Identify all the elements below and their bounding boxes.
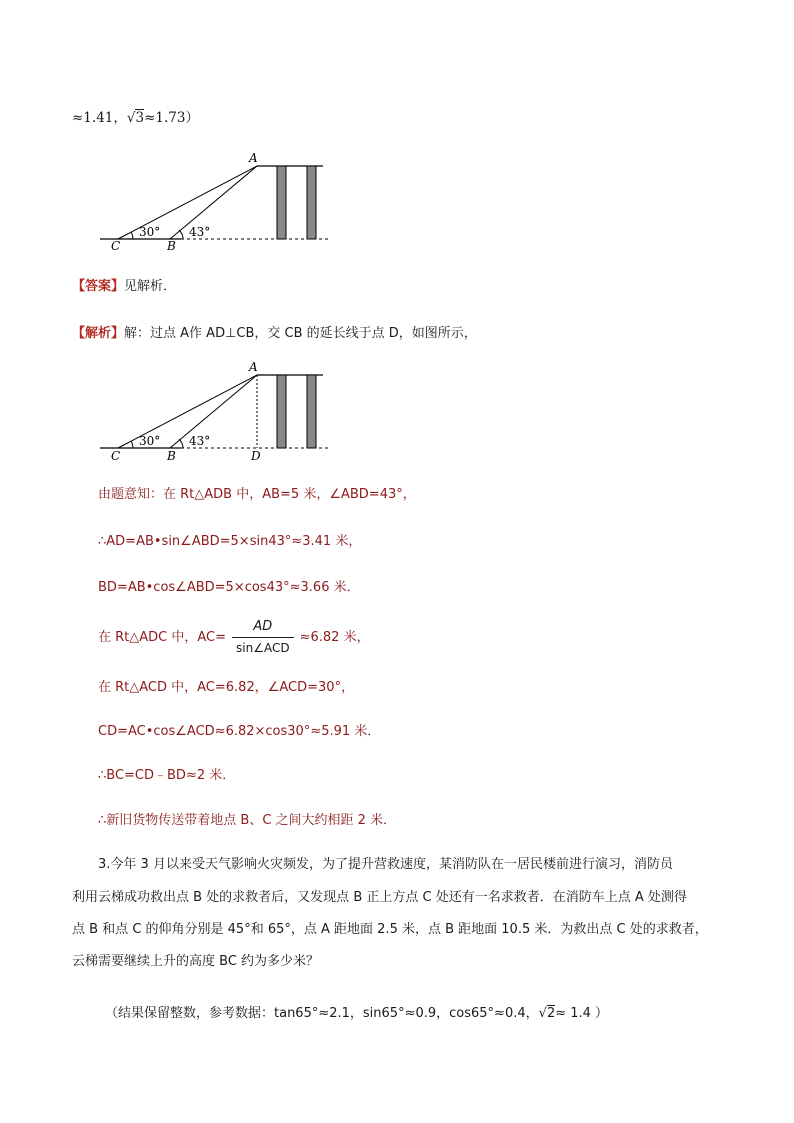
solution-step-4 bbox=[98, 618, 370, 658]
pillar-right bbox=[307, 166, 316, 239]
analysis-text: 解：过点 A作 AD⊥CB，交 CB 的延长线于点 D，如图所示， bbox=[124, 326, 477, 341]
figure-2 bbox=[95, 358, 340, 466]
solution-step-7: ∴BC=CD﹣BD≈2 米． bbox=[98, 768, 236, 783]
reference-values-line bbox=[72, 109, 199, 127]
sqrt-radicand: 2 bbox=[546, 1006, 556, 1021]
sqrt-radicand: 3 bbox=[135, 110, 145, 126]
problem3-line-1: 3.今年 3 月以来受天气影响火灾频发，为了提升营救速度，某消防队在一居民楼前进行演习，消防员 bbox=[98, 857, 673, 872]
answer-text: 见解析． bbox=[124, 279, 177, 294]
angle-arc-b bbox=[179, 230, 183, 239]
solution-step-6: CD=AC•cos∠ACD≈6.82×cos30°≈5.91 米． bbox=[98, 724, 381, 739]
label-a: A bbox=[249, 360, 258, 374]
fraction-numerator: AD bbox=[253, 619, 273, 634]
label-a: A bbox=[249, 151, 258, 165]
analysis-line bbox=[72, 324, 477, 343]
figure-1 bbox=[95, 150, 340, 250]
problem3-line-4: 云梯需要继续上升的高度 BC 约为多少米？ bbox=[72, 954, 320, 969]
solution-step-8: ∴新旧货物传送带着地点 B、C 之间大约相距 2 米． bbox=[98, 813, 397, 828]
pillar-left bbox=[277, 166, 286, 239]
problem3-line-2: 利用云梯成功救出点 B 处的求救者后，又发现点 B 正上方点 C 处还有一名求救者．在消防车上点 A 处测得 bbox=[72, 890, 687, 905]
label-c: C bbox=[111, 449, 121, 463]
step4-prefix: 在 Rt△ADC 中，AC= bbox=[98, 630, 227, 645]
angle-arc-c bbox=[131, 441, 133, 448]
pillar-left bbox=[277, 375, 286, 448]
solution-step-1: 由题意知：在 Rt△ADB 中，AB=5 米，∠ABD=43°， bbox=[98, 487, 416, 502]
solution-step-5: 在 Rt△ACD 中，AC=6.82，∠ACD=30°， bbox=[98, 680, 355, 695]
answer-tag: 【答案】 bbox=[72, 279, 125, 294]
sqrt-symbol: √ bbox=[538, 1006, 547, 1021]
approx-1: ≈1.41， bbox=[72, 110, 127, 126]
angle-c-text: 30° bbox=[139, 225, 161, 239]
label-d: D bbox=[251, 449, 261, 463]
problem3-line-3: 点 B 和点 C 的仰角分别是 45°和 65°，点 A 距地面 2.5 米，点 B 距地面 10.5 米．为救出点 C 处的求救者， bbox=[72, 922, 708, 937]
angle-arc-b bbox=[179, 439, 183, 448]
sqrt-symbol: √ bbox=[126, 110, 136, 126]
pillar-right bbox=[307, 375, 316, 448]
ref-prefix: （结果保留整数，参考数据：tan65°≈2.1，sin65°≈0.9，cos65°≈0.4， bbox=[105, 1006, 539, 1021]
label-c: C bbox=[111, 239, 121, 250]
approx-2: ≈1.73） bbox=[144, 110, 199, 126]
ref-suffix: ≈ 1.4 ） bbox=[555, 1006, 609, 1021]
step4-suffix: ≈6.82 米， bbox=[299, 630, 370, 645]
solution-step-2: ∴AD=AB•sin∠ABD=5×sin43°≈3.41 米， bbox=[98, 534, 362, 549]
label-b: B bbox=[167, 239, 176, 250]
fraction bbox=[232, 618, 294, 657]
angle-b-text: 43° bbox=[189, 434, 211, 448]
fraction-denominator: sin∠ACD bbox=[232, 637, 294, 657]
angle-b-text: 43° bbox=[189, 225, 211, 239]
analysis-tag: 【解析】 bbox=[72, 326, 125, 341]
label-b: B bbox=[167, 449, 176, 463]
solution-step-3: BD=AB•cos∠ABD=5×cos43°≈3.66 米． bbox=[98, 580, 360, 595]
angle-c-text: 30° bbox=[139, 434, 161, 448]
answer-line bbox=[72, 277, 176, 296]
line-ba bbox=[170, 166, 257, 239]
angle-arc-c bbox=[131, 232, 133, 239]
problem3-reference-data bbox=[105, 1005, 608, 1023]
line-ba bbox=[170, 375, 257, 448]
